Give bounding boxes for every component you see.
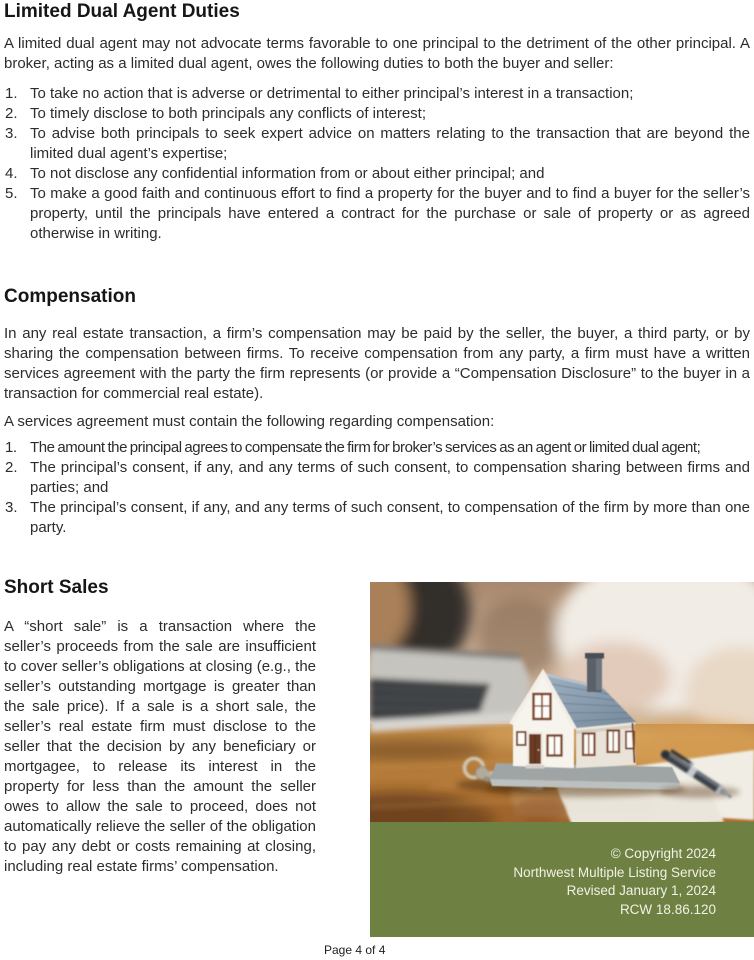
list-item: To make a good faith and continuous effort to find a property for the buyer and to find a buyer for the seller’s property, until the principals have entered a contract for the purchase or sale of property or as agreed otherwise in writing. — [30, 185, 750, 242]
caption-line: Northwest Multiple Listing Service — [513, 864, 716, 880]
caption-line: © Copyright 2024 — [610, 846, 716, 861]
house-photo-figure — [370, 582, 754, 937]
services-agreement-paragraph: A services agreement must contain the following regarding compensation: — [4, 413, 495, 430]
compensation-paragraph: In any real estate transaction, a firm’s compensation may be paid by the seller, the buyer, a third party, or by sharing the compensation between firms. To receive compensation from any party, a firm must have a written services agreement with the party the firm represents (or provide a “Compensation Disclosure” to the buyer in a transaction for commercial real estate). — [4, 325, 750, 402]
short-sales-section — [4, 578, 316, 877]
list-item: The principal’s consent, if any, and any terms of such consent, to compensation of the firm by more than one party. — [30, 499, 750, 536]
heading-compensation: Compensation — [4, 286, 136, 307]
list-item: The principal’s consent, if any, and any terms of such consent, to compensation sharing between firms and parties; and — [30, 459, 750, 496]
dual-agent-duties-list — [4, 84, 750, 244]
laptop-blur — [370, 644, 530, 732]
caption-line: Revised January 1, 2024 — [566, 883, 716, 898]
compensation-requirements-list — [4, 438, 750, 538]
heading-limited-dual-agent-duties: Limited Dual Agent Duties — [4, 1, 240, 22]
list-item: The amount the principal agrees to compensate the firm for broker’s services as an agent or limited dual agent; — [30, 439, 701, 456]
heading-short-sales: Short Sales — [4, 577, 109, 598]
list-item: To take no action that is adverse or detrimental to either principal’s interest in a transaction; — [30, 85, 634, 102]
page-number: Page 4 of 4 — [324, 943, 386, 957]
list-item: To not disclose any confidential information from or about either principal; and — [30, 165, 545, 182]
short-sales-paragraph: A “short sale” is a transaction where the seller’s proceeds from the sale are insufficient to cover seller’s obligations at closing (e.g., the seller’s outstanding mortgage is greater than the sale price). If a sale is a short sale, the seller’s real estate firm must disclose to the seller that the decision by any beneficiary or mortgagee, to release its interest in the property for less than the amount the seller owes to allow the sale to proceed, does not automatically relieve the seller of the obligation to pay any debt or costs remaining at closing, including real estate firms’ compensation. — [4, 618, 316, 875]
copyright-caption — [370, 822, 754, 937]
list-item: To timely disclose to both principals any conflicts of interest; — [30, 105, 427, 122]
dual-agent-intro-paragraph: A limited dual agent may not advocate terms favorable to one principal to the detriment of the other principal. A broker, acting as a limited dual agent, owes the following duties to both the buyer and seller: — [4, 35, 750, 72]
list-item: To advise both principals to seek expert advice on matters relating to the transaction that are beyond the limited dual agent’s expertise; — [30, 125, 750, 162]
caption-line: RCW 18.86.120 — [619, 901, 716, 917]
